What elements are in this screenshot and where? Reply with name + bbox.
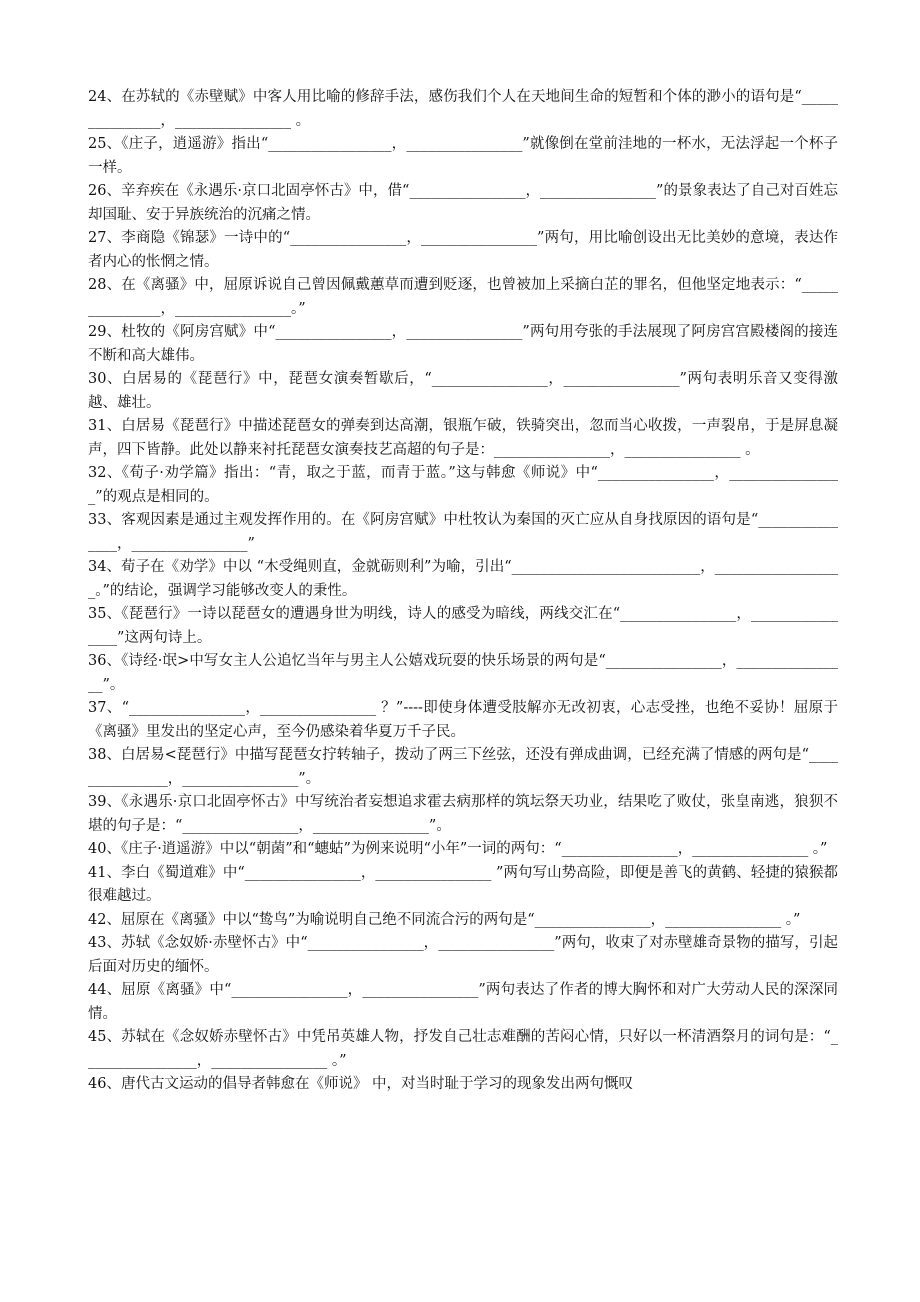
question-25: 25、《庄子，逍遥游》指出“_________________，________________”就像倒在堂前洼地的一杯水，无法浮起一个杯子一样。 — [88, 136, 838, 176]
question-42: 42、屈原在《离骚》中以“鸷鸟”为喻说明自己绝不同流合污的两句是“________________，________________ 。” — [88, 911, 801, 928]
question-46: 46、唐代古文运动的倡导者韩愈在《师说》 中，对当时耻于学习的现象发出两句慨叹 — [88, 1076, 634, 1092]
question-31: 31、白居易《琵琶行》中描述琵琶女的弹奏到达高潮，银瓶乍破，铁骑突出，忽而当心收拨，一声裂帛，于是屏息凝声，四下皆静。此处以静来衬托琵琶女演奏技艺高超的句子是：________________，________________ 。 — [88, 418, 838, 458]
question-45: 45、苏轼在《念奴娇赤壁怀古》中凭吊英雄人物，抒发自己壮志难酬的苦闷心情，只好以一杯清酒祭月的词句是：“________________，________________ 。” — [88, 1029, 838, 1069]
question-35: 35、《琵琶行》一诗以琵琶女的遭遇身世为明线，诗人的感受为暗线，两线交汇在“________________，________________”这两句诗上。 — [88, 606, 838, 646]
question-43: 43、苏轼《念奴娇·赤壁怀古》中“________________，________________”两句，收束了对赤壁雄奇景物的描写，引起后面对历史的缅怀。 — [88, 935, 838, 975]
question-30: 30、白居易的《琵琶行》中，琵琶女演奏暂歇后，“________________，________________”两句表明乐音又变得激越、雄壮。 — [88, 371, 838, 411]
question-36: 36、《诗经·氓>中写女主人公追忆当年与男主人公嬉戏玩耍的快乐场景的两句是“________________，________________”。 — [88, 653, 838, 693]
question-37: 37、“________________，________________ ？”----即使身体遭受肢解亦无改初衷，心志受挫，也绝不妥协！屈原于《离骚》里发出的坚定心声，至今仍感染着华夏万千子民。 — [88, 700, 838, 740]
question-33: 33、客观因素是通过主观发挥作用的。在《阿房宫赋》中杜牧认为秦国的灭亡应从自身找原因的语句是“_______________，________________” — [88, 512, 838, 552]
question-24: 24、在苏轼的《赤壁赋》中客人用比喻的修辞手法，感伤我们个人在天地间生命的短暂和个体的渺小的语句是“_______________，________________ 。 — [88, 89, 838, 129]
question-28: 28、在《离骚》中，屈原诉说自己曾因佩戴蕙草而遭到贬逐，也曾被加上采摘白芷的罪名，但他坚定地表示：“_______________，________________。” — [88, 277, 838, 317]
question-39: 39、《永遇乐·京口北固亭怀古》中写统治者妄想追求霍去病那样的筑坛祭天功业，结果吃了败仗，张皇南逃，狼狈不堪的句子是：“________________，________________”。 — [88, 794, 838, 834]
question-41: 41、李白《蜀道难》中“________________，________________ ”两句写山势高险，即便是善飞的黄鹤、轻捷的猿猴都很难越过。 — [88, 864, 838, 904]
question-38: 38、白居易<琵琶行》中描写琵琶女拧转轴子，拨动了两三下丝弦，还没有弹成曲调，已经充满了情感的两句是“_______________，________________”。 — [88, 747, 838, 787]
question-44: 44、屈原《离骚》中“________________，________________”两句表达了作者的博大胸怀和对广大劳动人民的深深同情。 — [88, 982, 838, 1022]
question-29: 29、杜牧的《阿房宫赋》中“________________，________________”两句用夸张的手法展现了阿房宫宫殿楼阁的接连不断和高大雄伟。 — [88, 324, 838, 364]
question-34: 34、荀子在《劝学》中以 “木受绳则直，金就砺则利”为喻，引出“__________________________，__________________。”的结论，强调学习能够改变人的秉性。 — [88, 559, 838, 599]
question-26: 26、辛弃疾在《永遇乐·京口北固亭怀古》中，借“________________，________________”的景象表达了自己对百姓忘却国耻、安于异族统治的沉痛之情。 — [88, 183, 838, 223]
question-32: 32、《荀子·劝学篇》指出：“青，取之于蓝，而青于蓝。”这与韩愈《师说》中“________________，________________”的观点是相同的。 — [88, 465, 838, 505]
question-27: 27、李商隐《锦瑟》一诗中的“________________，________________”两句，用比喻创设出无比美妙的意境，表达作者内心的怅惘之情。 — [88, 230, 838, 270]
question-40: 40、《庄子·逍遥游》中以“朝菌”和“蟪蛄”为例来说明“小年”一词的两句：“________________，________________ 。” — [88, 841, 828, 857]
